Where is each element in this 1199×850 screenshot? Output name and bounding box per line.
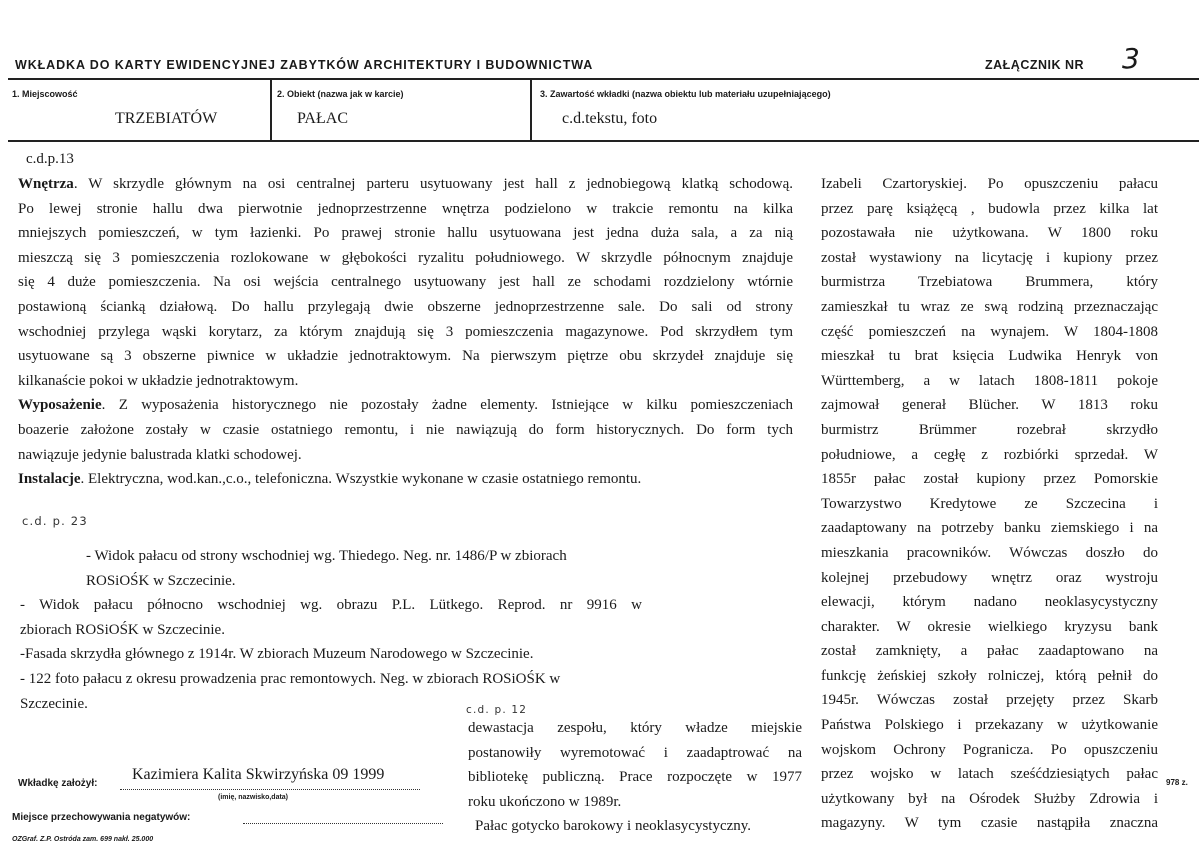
photo-item: -Fasada skrzydła głównego z 1914r. W zbiorach Muzeum Narodowego w Szczecinie. <box>20 646 534 663</box>
right-line: wojskom Ochrony Pogranicza. Po opuszczeniu <box>821 741 1158 758</box>
photo-item: Szczecinie. <box>20 695 88 712</box>
wnetrza-line: kilkanaście pokoi w układzie jednotraktowym. <box>18 372 299 389</box>
instalacje-line: Instalacje. Elektryczna, wod.kan.,c.o., telefoniczna. Wszystkie wykonane w czasie ostatniego remontu. <box>18 471 642 488</box>
field-divider-2 <box>530 80 532 140</box>
right-line: 1855r pałac został kupiony przez Pomorskie <box>821 471 1158 488</box>
photo-list <box>20 544 660 716</box>
right-line: funkcję żeńskiej szkoły rolniczej, którą pełnił do <box>821 667 1158 684</box>
photo-item: - 122 foto pałacu z okresu prowadzenia prac remontowych. Neg. w zbiorach ROSiOŚK w <box>20 670 561 687</box>
negatives-dotted-line <box>243 823 443 824</box>
wnetrza-line: usytuowane są 3 obszerne piwnice w układzie jednotraktowym. Na pierwszym piętrze obu skrzydeł znajduje się <box>18 348 793 365</box>
photo-item: - Widok pałacu północno wschodniej wg. obrazu P.L. Lütkego. Reprod. nr 9916 w <box>20 597 642 614</box>
right-line: przez wojsko w latach sześćdziesiątych pałac <box>821 766 1158 783</box>
cdp13-ref: c.d.p.13 <box>26 151 74 167</box>
right-line: 1945r. Wówczas został przejęty przez Skarb <box>821 692 1158 709</box>
right-column-text <box>821 172 1158 836</box>
middle-line: bibliotekę publiczną. Prace rozpoczęte w 1977 <box>468 769 802 786</box>
author-label: Wkładkę założył: <box>18 778 98 789</box>
photo-item: ROSiOŚK w Szczecinie. <box>86 572 236 589</box>
attachment-label: ZAŁĄCZNIK NR <box>985 58 1085 72</box>
middle-line: Pałac gotycko barokowy i neoklasycystyczny. <box>475 818 752 835</box>
right-line: pozostawała nie użytkowana. W 1800 roku <box>821 225 1158 242</box>
middle-line: postanowiły wyremotować i zaadaptrować na <box>468 744 802 761</box>
content-label: 3. Zawartość wkładki (nazwa obiektu lub materiału uzupełniającego) <box>540 89 831 99</box>
right-line: Państwa Polskiego i przekazany w użytkowanie <box>821 717 1158 734</box>
wyposazenie-line: Wyposażenie. Z wyposażenia historycznego nie pozostały żadne elementy. Istniejące w kilku pomieszczeniach <box>18 397 793 414</box>
cdp23-handwritten-ref: c.d. p. 23 <box>22 514 88 528</box>
right-line: Izabeli Czartoryskiej. Po opuszczeniu pałacu <box>821 176 1158 192</box>
wnetrza-line: Wnętrza. W skrzydle głównym na osi centralnej parteru usytuowany jest hall z jednobiegową klatką schodową. <box>18 176 793 192</box>
wnetrza-heading: Wnętrza <box>18 176 74 192</box>
form-title: WKŁADKA DO KARTY EWIDENCYJNEJ ZABYTKÓW ARCHITEKTURY I BUDOWNICTWA <box>15 58 594 72</box>
photo-item: - Widok pałacu od strony wschodniej wg. Thiedego. Neg. nr. 1486/P w zbiorach <box>86 548 567 564</box>
wnetrza-line: się 4 duże pomieszczenia. Na osi wejścia centralnego usytuowany jest hall ze schodami rozdzielony wtórnie <box>18 274 793 291</box>
right-line: został wystawiony na licytację i kupiony przez <box>821 249 1158 266</box>
right-line: zamieszkał tu wraz ze swą rodziną przeznaczając <box>821 298 1158 315</box>
header-rule <box>8 78 1199 80</box>
right-line: Towarzystwo Kredytowe ze Szczecina i <box>821 495 1158 512</box>
right-line: zaadaptowany na potrzeby banku ziemskiego i na <box>821 520 1158 537</box>
print-info: OZGraf. Z.P. Ostróda zam. 699 nakł. 25.000 <box>12 836 154 843</box>
author-dotted-line <box>120 789 420 790</box>
wnetrza-line: mniejszych pomieszczeń, w tym łazienki. Po prawej stronie hallu usytuowana jest jedna duża sala, a za nią <box>18 225 793 242</box>
right-line: burmistrza Trzebiatowa Brummera, który <box>821 274 1158 291</box>
field-divider-1 <box>270 80 272 140</box>
right-line: burmistrz Brümmer rozebrał skrzydło <box>821 421 1158 438</box>
wnetrza-line: wschodniej przylega wąski korytarz, za którym znajdują się 3 pomieszczenia magazynowe. Pod skrzydłem tym <box>18 323 793 340</box>
author-hint: (imię, nazwisko,data) <box>218 794 289 801</box>
right-line: Württemberg, a w latach 1808-1811 pokoje <box>821 372 1158 389</box>
right-line: elewacji, którym nadano neoklasycystyczny <box>821 594 1158 611</box>
wyposazenie-line: boazerie założone zostały w czasie ostatniego remontu, i nie nawiązują do form historycznych. Do form tych <box>18 421 793 438</box>
right-line: magazyny. W tym czasie nastąpiła znaczna <box>821 815 1158 832</box>
location-value: TRZEBIATÓW <box>115 110 218 127</box>
right-line: część pomieszczeń na wynajem. W 1804-1808 <box>821 323 1158 340</box>
right-line: kolejnej przebudowy wnętrz oraz wystroju <box>821 569 1158 586</box>
location-label: 1. Miejscowość <box>12 89 78 99</box>
wnetrza-line: postawioną ścianką działową. Do hallu przylegają dwie obszerne jednoprzestrzenne sale. Do sali od strony <box>18 298 793 315</box>
right-line: południowe, a cegłę z rozbiórki sprzedał. W <box>821 446 1158 463</box>
content-value: c.d.tekstu, foto <box>562 110 658 127</box>
negatives-label: Miejsce przechowywania negatywów: <box>12 812 191 823</box>
right-line: przez parę książęcą , budowla przez kilka lat <box>821 200 1158 217</box>
wyposazenie-heading: Wyposażenie <box>18 397 102 414</box>
right-line: mieszkał tu brat księcia Ludwika Henryk von <box>821 348 1158 365</box>
side-code: 978 z. <box>1166 778 1188 787</box>
object-label: 2. Obiekt (nazwa jak w karcie) <box>277 89 404 99</box>
photo-item: zbiorach ROSiOŚK w Szczecinie. <box>20 621 225 638</box>
wnetrza-line: mieszczą się 3 pomieszczenia rozlokowane w głębokości ryzalitu południowego. W skrzydle północnym znajduje <box>18 249 793 266</box>
fields-bottom-rule <box>8 140 1199 142</box>
wnetrza-line: Po lewej stronie hallu dwa pierwotnie jednoprzestrzenne wnętrza podzielono w trakcie remontu na kilka <box>18 200 793 217</box>
wyposazenie-line: nawiązuje jedynie balustrada klatki schodowej. <box>18 446 302 463</box>
middle-line: dewastacja zespołu, który władze miejskie <box>468 720 802 736</box>
attachment-number: 3 <box>1122 42 1140 75</box>
cdp12-handwritten-ref: c.d. p. 12 <box>466 704 528 716</box>
right-line: mieszkania pracowników. Wówczas doszło do <box>821 544 1158 561</box>
right-line: charakter. W okresie wielkiego kryzysu bank <box>821 618 1158 635</box>
instalacje-heading: Instalacje <box>18 471 81 488</box>
wnetrza-section <box>18 172 793 492</box>
object-value: PAŁAC <box>297 110 348 127</box>
right-line: zajmował generał Blücher. W 1813 roku <box>821 397 1158 414</box>
middle-line: roku ukończono w 1989r. <box>468 793 622 810</box>
author-value: Kazimiera Kalita Skwirzyńska 09 1999 <box>132 766 385 783</box>
middle-text <box>468 716 802 839</box>
right-line: został zamknięty, a pałac zaadaptowano na <box>821 643 1158 660</box>
right-line: użytkowany był na Ośrodek Służby Zdrowia i <box>821 790 1158 807</box>
